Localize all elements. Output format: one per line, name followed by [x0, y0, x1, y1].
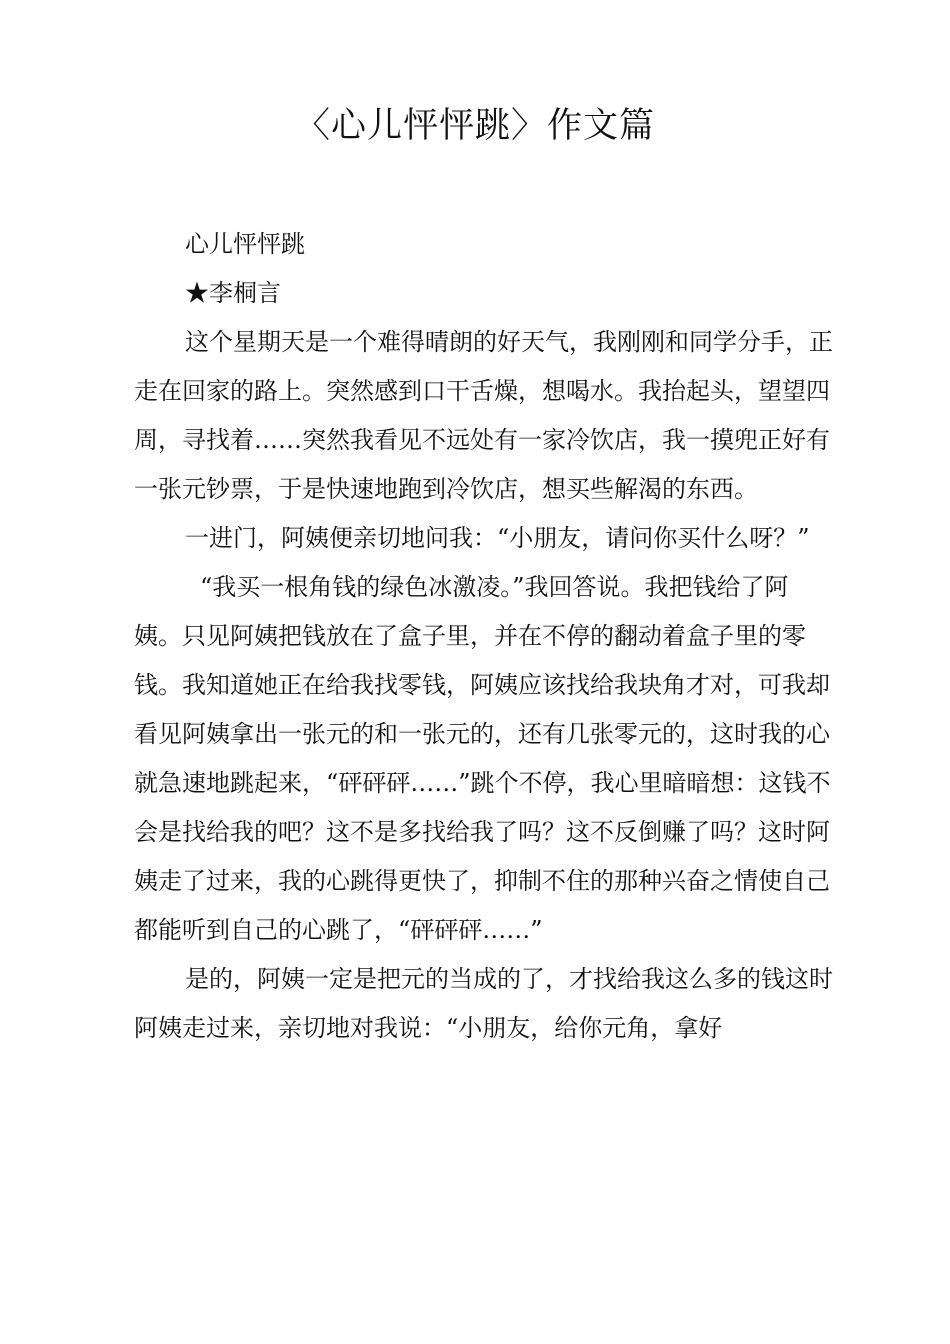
- paragraph-4: 是的，阿姨一定是把元的当成的了，才找给我这么多的钱这时阿姨走过来，亲切地对我说：“小朋友，给你元角，拿好: [134, 965, 833, 1042]
- paragraph-3: “我买一根角钱的绿色冰激凌。”我回答说。我把钱给了阿姨。只见阿姨把钱放在了盒子里，并在不停的翻动着盒子里的零钱。我知道她正在给我找零钱，阿姨应该找给我块角才对，可我却看见阿姨拿出一张元的和一张元的，还有几张零元的，这时我的心就急速地跳起来，“砰砰砰……”跳个不停，我心里暗暗想：这钱不会是找给我的吧？这不是多找给我了吗？这不反倒赚了吗？这时阿姨走了过来，我的心跳得更快了，抑制不住的那种兴奋之情使自己都能听到自己的心跳了，“砰砰砰……”: [134, 573, 831, 944]
- paragraph-1: 这个星期天是一个难得晴朗的好天气，我刚刚和同学分手，正走在回家的路上。突然感到口干舌燥，想喝水。我抬起头，望望四周，寻找着……突然我看见不远处有一家冷饮店，我一摸兜正好有一张元钞票，于是快速地跑到冷饮店，想买些解渴的东西。: [134, 328, 833, 503]
- document-title: 〈心儿怦怦跳〉作文篇: [294, 106, 655, 146]
- document-body: [134, 220, 834, 1053]
- essay-subtitle: 心儿怦怦跳: [185, 230, 305, 258]
- author-line: ★李桐言: [185, 279, 281, 307]
- paragraph-2: 一进门，阿姨便亲切地问我：“小朋友，请问你买什么呀？”: [185, 524, 810, 552]
